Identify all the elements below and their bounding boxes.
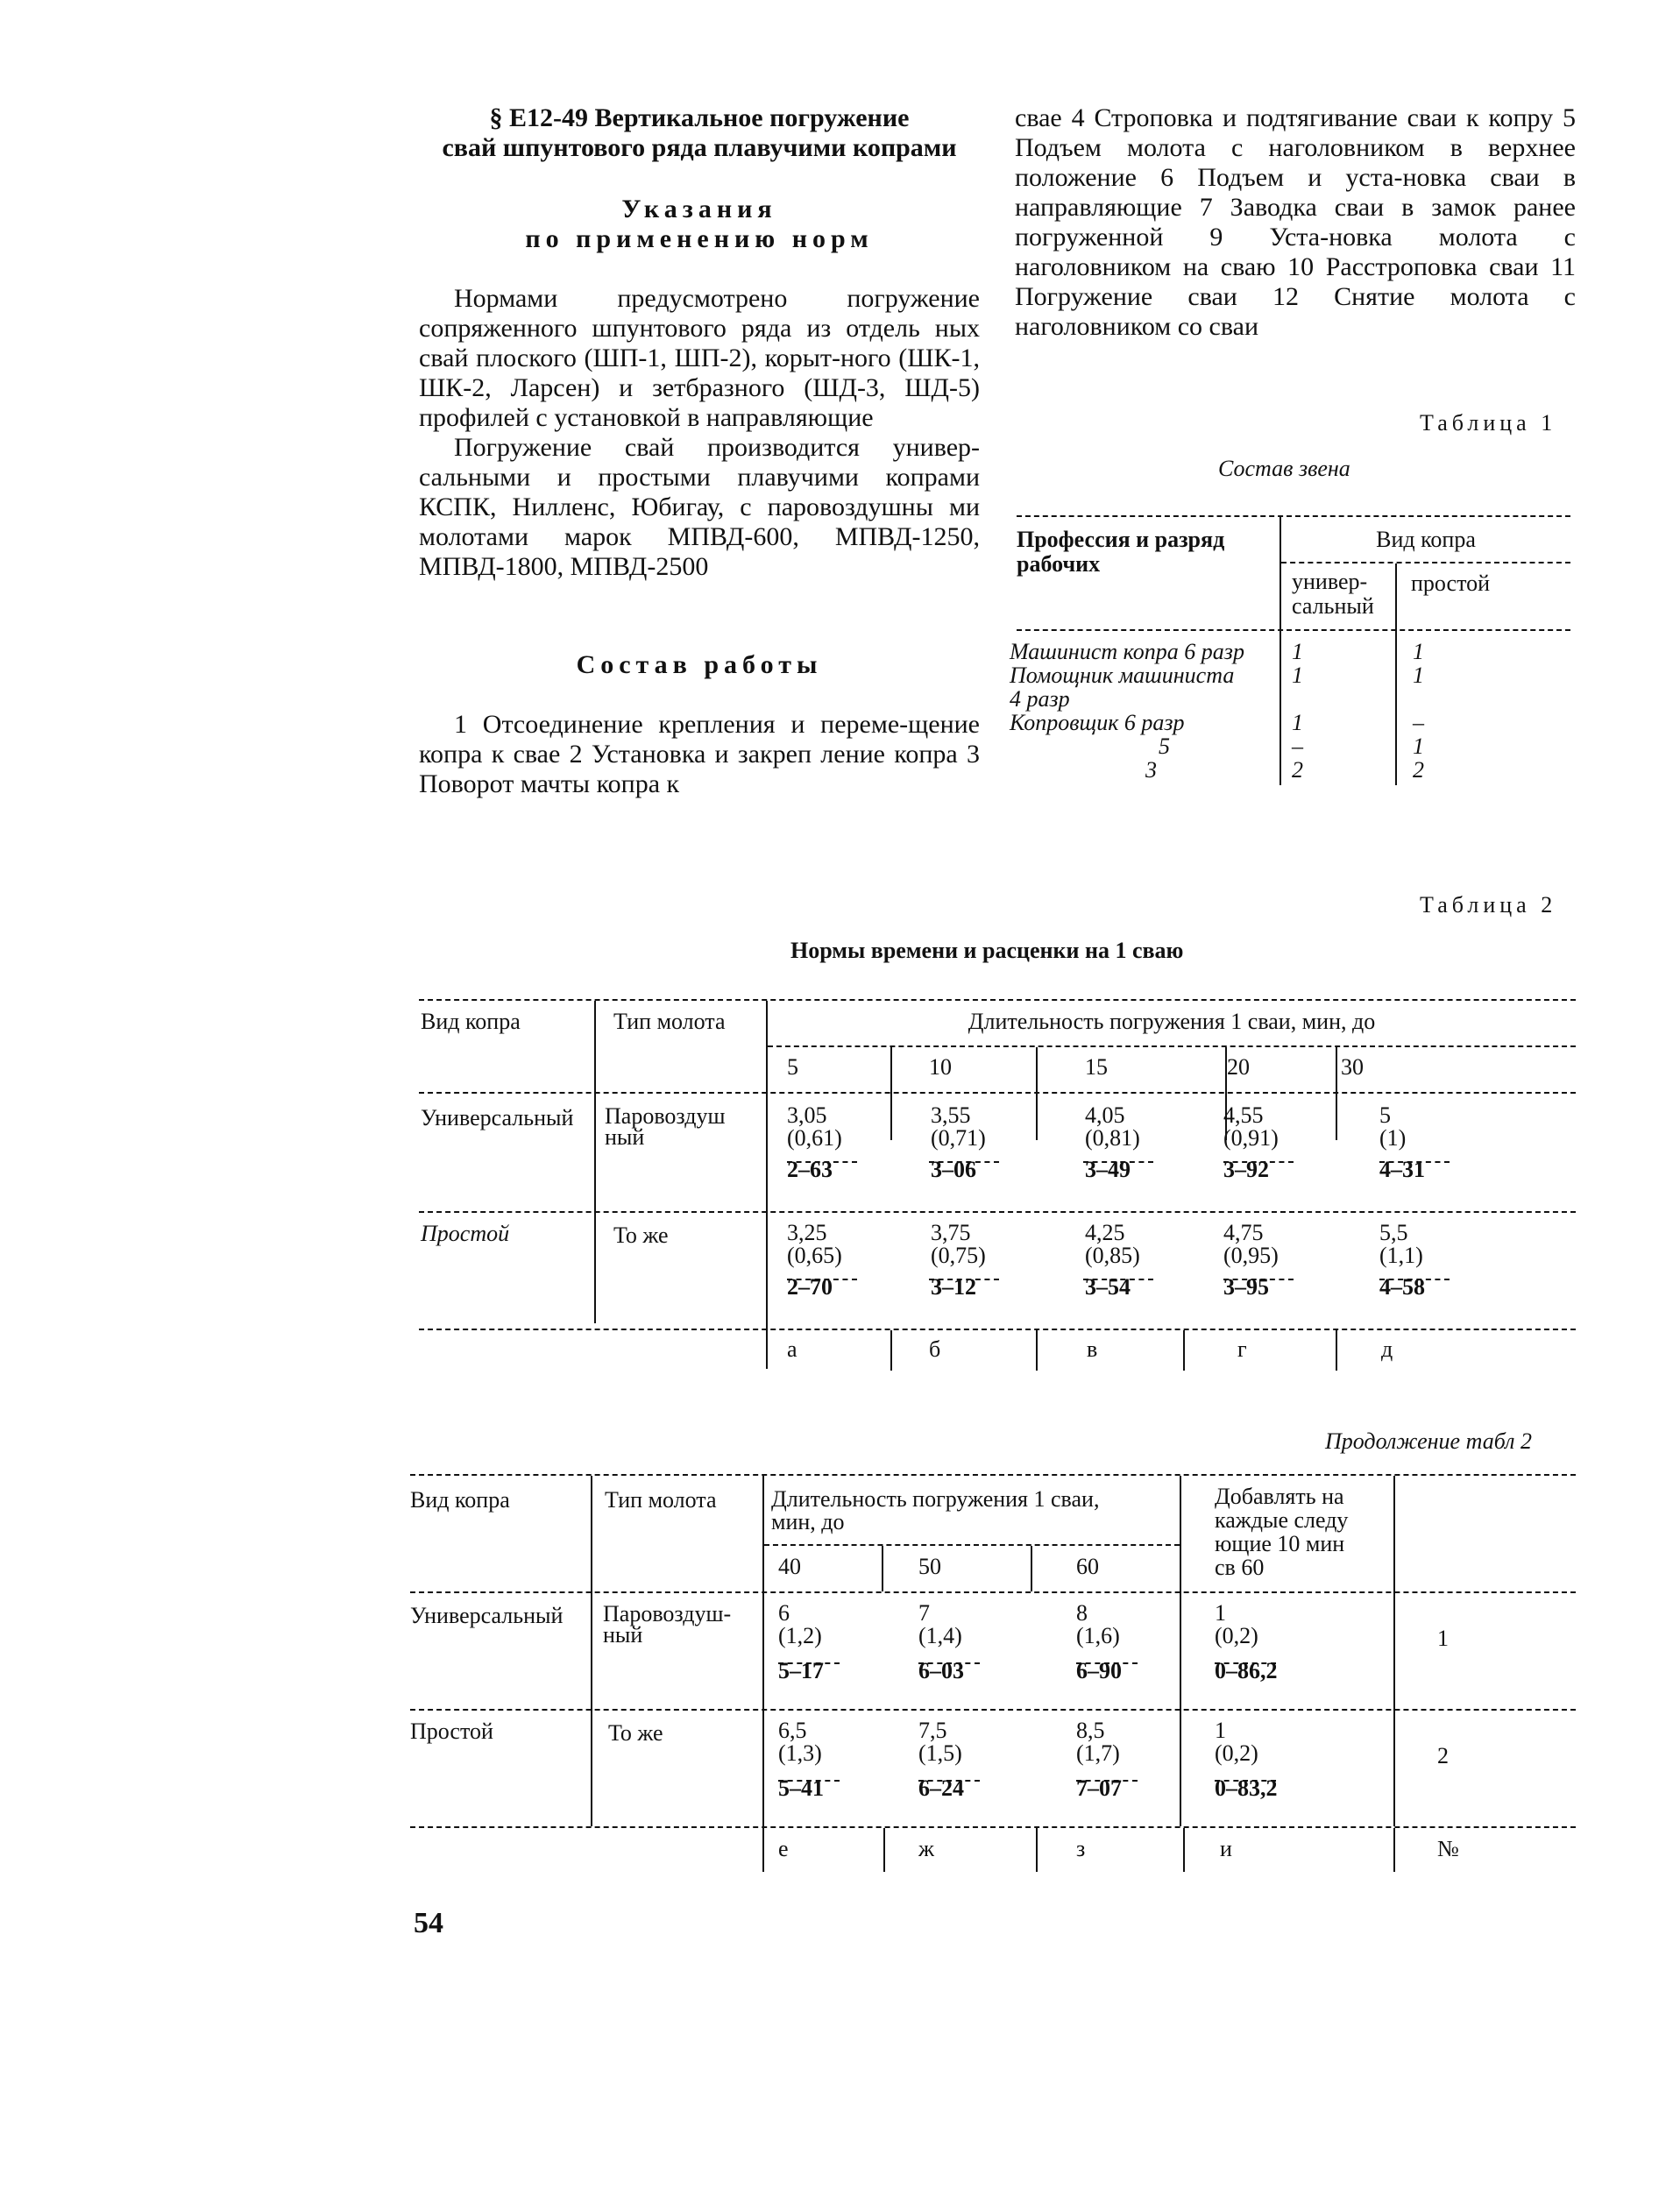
work-text-left-block	[419, 710, 980, 799]
table2-norm: 3,25	[787, 1220, 827, 1245]
table2cont-head-duration	[771, 1488, 1099, 1534]
table2cont-col-header: 60	[1076, 1554, 1099, 1579]
table2-pay: (1,1)	[1379, 1243, 1423, 1268]
table1-label: Таблица 1	[1420, 410, 1557, 436]
table2-pay: (0,91)	[1223, 1125, 1279, 1151]
table2-row1-cell	[1379, 1104, 1425, 1181]
table2cont-label: Продолжение табл 2	[1325, 1428, 1532, 1454]
guidance-heading-line1: Указания	[621, 195, 777, 223]
table2cont-row2-cell	[918, 1719, 964, 1800]
table2cont-row1-cell	[778, 1602, 824, 1683]
table2cont-pay: (1,3)	[778, 1740, 822, 1766]
table2-pay: (0,85)	[1085, 1243, 1140, 1268]
table2-fraction-bar	[1379, 1279, 1450, 1280]
table1-vline-1	[1279, 517, 1281, 785]
table2cont-norm: 8,5	[1076, 1718, 1105, 1743]
table2cont-row1-hammer-l1: Паровоздуш-	[603, 1601, 732, 1626]
table2-row2-hammer: То же	[613, 1222, 669, 1248]
table2-norm: 4,55	[1223, 1102, 1264, 1128]
table2-pay: (0,61)	[787, 1125, 842, 1151]
table2-norm: 3,55	[931, 1102, 971, 1128]
table2cont-head-add-l2: каждые следу	[1215, 1507, 1349, 1533]
table2cont-head-add-l4: св 60	[1215, 1555, 1265, 1580]
guidance-text	[419, 284, 980, 582]
table2-pay: (0,71)	[931, 1125, 986, 1151]
table2cont-head-bottom-rule	[410, 1591, 1576, 1593]
table2-rate: 2–63	[787, 1157, 833, 1182]
table2cont-head-hammer: Тип молота	[605, 1487, 717, 1513]
table1-head-simple: простой	[1411, 570, 1491, 596]
table2cont-pay: (0,2)	[1215, 1623, 1258, 1648]
table1-row-simple: –	[1413, 710, 1424, 735]
table2-row2-cell	[1085, 1222, 1140, 1299]
table2cont-pay: (0,2)	[1215, 1740, 1258, 1766]
table2cont-head-mid-rule	[764, 1544, 1180, 1546]
table2-pay: (0,75)	[931, 1243, 986, 1268]
table2-rate: 3–49	[1085, 1157, 1131, 1182]
table2cont-vline-c1	[882, 1546, 883, 1591]
table2cont-fraction-bar	[778, 1662, 840, 1664]
table1-row-simple: 1	[1413, 733, 1424, 759]
table2-norm: 4,75	[1223, 1220, 1264, 1245]
table1-row-univ: 1	[1292, 639, 1303, 664]
table2-vline-l4	[1336, 1330, 1337, 1371]
table2cont-rate: 6–24	[918, 1775, 964, 1801]
table1-vline-2	[1395, 563, 1397, 785]
table1-row-univ	[1292, 687, 1379, 711]
table1-head-universal: универ-сальный	[1292, 569, 1374, 619]
table1-row-prof: 5	[1159, 733, 1170, 759]
guidance-paragraph-1: Нормами предусмотрено погружение сопряженного шпунтового ряда из отдель ных свай плоского (ШП-1, ШП-2), корыт-ного (ШК-1, ШК-2, Ларсен) и зетбразного (ШД-3, ШД-5) профилей с установкой в направляющие	[419, 284, 980, 432]
table2-pay: (0,65)	[787, 1243, 842, 1268]
table2cont-head-duration-l2: мин, до	[771, 1509, 845, 1534]
table2cont-row1-hammer-l2: ный	[603, 1622, 643, 1648]
table2-head-kind: Вид копра	[421, 1009, 521, 1034]
table2cont-fraction-bar	[1215, 1662, 1276, 1664]
table1-body-simple	[1413, 640, 1500, 782]
table2-row2-cell	[931, 1222, 986, 1299]
table2cont-row1-number: 1	[1437, 1626, 1449, 1651]
table2-norm: 3,05	[787, 1102, 827, 1128]
table2cont-fraction-bar	[1076, 1780, 1138, 1782]
table2cont-row1-kind: Универсальный	[410, 1603, 564, 1628]
guidance-paragraph-2: Погружение свай производится универ-сальными и простыми плавучими копрами КСПК, Ниллeнс, Юбигау, с паровоздушны ми молотами марок МПВД-600, МПВД-1250, МПВД-1800, МПВД-2500	[419, 433, 980, 581]
table2cont-norm: 8	[1076, 1600, 1088, 1626]
table2-head-hammer: Тип молота	[613, 1009, 726, 1034]
table2-rate: 4–58	[1379, 1274, 1425, 1300]
table2-pay: (1)	[1379, 1125, 1407, 1151]
table1-row-univ: –	[1292, 733, 1303, 759]
table1-row-simple: 1	[1413, 639, 1424, 664]
table2cont-vline-kind	[591, 1476, 592, 1826]
table1-row-univ: 2	[1292, 757, 1303, 783]
table2-vline-hammer	[766, 1001, 768, 1369]
table2cont-head-add-l1: Добавлять на	[1215, 1484, 1344, 1509]
table2cont-vline-l2	[1036, 1828, 1038, 1872]
table2cont-col-header: 40	[778, 1554, 801, 1579]
table2cont-row1-cell	[1076, 1602, 1122, 1683]
table2cont-pay: (1,7)	[1076, 1740, 1120, 1766]
table2cont-rate: 6–90	[1076, 1658, 1122, 1683]
table2-row1-kind: Универсальный	[421, 1105, 574, 1130]
table2cont-letter: е	[778, 1836, 789, 1861]
table1-body-universal	[1292, 640, 1379, 782]
table2cont-row1-cell	[918, 1602, 964, 1683]
table1-row-prof: Помощник машиниста	[1010, 663, 1235, 688]
table2-letter: д	[1381, 1336, 1393, 1362]
table2cont-norm: 6,5	[778, 1718, 807, 1743]
table2cont-row2-number: 2	[1437, 1743, 1449, 1768]
table2cont-pay: (1,2)	[778, 1623, 822, 1648]
table1-row-simple	[1413, 687, 1500, 711]
table2cont-vline-l4	[1393, 1828, 1395, 1872]
table2cont-rate: 0–83,2	[1215, 1775, 1278, 1801]
page-number: 54	[414, 1907, 443, 1939]
table2-fraction-bar	[1083, 1161, 1153, 1163]
work-text-right: свае 4 Строповка и подтягивание сваи к копру 5 Подъем молота с наголовником в верхнее положение 6 Подъем и уста-новка сваи в направляющие 7 Заводка сваи в замок ранее погруженной 9 Уста-новка молота с наголовником на сваю 10 Расстроповка сваи 11 Погружение сваи 12 Снятие молота с наголовником со сваи	[1015, 103, 1576, 341]
table2-fraction-bar	[1083, 1279, 1153, 1280]
table2cont-bottom-rule	[410, 1826, 1576, 1828]
table1-head-bottom-rule	[1017, 629, 1570, 631]
table2cont-col-header: 50	[918, 1554, 941, 1579]
table2-norm: 3,75	[931, 1220, 971, 1245]
table2cont-fraction-bar	[1076, 1662, 1138, 1664]
section-header	[419, 103, 980, 163]
table2cont-norm: 7	[918, 1600, 930, 1626]
table1-row-prof: Копровщик 6 разр	[1010, 710, 1185, 735]
table2cont-row2-cell	[1215, 1719, 1278, 1800]
table2-vline-l3	[1183, 1330, 1185, 1371]
table2-rate: 2–70	[787, 1274, 833, 1300]
table1-row-univ: 1	[1292, 710, 1303, 735]
work-heading-block	[419, 650, 980, 680]
table1-row-simple: 2	[1413, 757, 1424, 783]
table2cont-row1-cell	[1215, 1602, 1278, 1683]
table2-row1-cell	[787, 1104, 842, 1181]
table2-rate: 3–54	[1085, 1274, 1131, 1300]
table2cont-pay: (1,4)	[918, 1623, 962, 1648]
table2-fraction-bar	[787, 1279, 857, 1280]
table2cont-vline-add	[1393, 1476, 1395, 1826]
table2-head-bottom-rule	[419, 1092, 1576, 1094]
table2cont-row2-hammer: То же	[608, 1720, 663, 1746]
guidance-heading	[419, 195, 980, 254]
table1-caption: Состав звена	[1218, 456, 1350, 481]
table2-row2-cell	[1379, 1222, 1425, 1299]
table2cont-rate: 5–17	[778, 1658, 824, 1683]
table2cont-head-duration-l1: Длительность погружения 1 сваи,	[771, 1486, 1100, 1512]
table2cont-rate: 6–03	[918, 1658, 964, 1683]
work-heading: Состав работы	[576, 650, 823, 679]
table2-vline-c1	[890, 1047, 892, 1140]
table2-col-header: 10	[929, 1054, 952, 1080]
table2cont-norm: 1	[1215, 1600, 1226, 1626]
table2-letter: в	[1087, 1336, 1098, 1362]
table2-row1-hammer-l2: ный	[605, 1124, 645, 1150]
table2-row2-cell	[1223, 1222, 1279, 1299]
table2-vline-l2	[1036, 1330, 1038, 1371]
table2cont-vline-c2	[1031, 1546, 1032, 1591]
table2-row2-cell	[787, 1222, 842, 1299]
table2cont-rate: 7–07	[1076, 1775, 1122, 1801]
table2cont-row1-hammer	[603, 1601, 732, 1648]
table2-row1-cell	[931, 1104, 986, 1181]
table2-head-duration: Длительность погружения 1 сваи, мин, до	[968, 1009, 1376, 1034]
work-text-right-block	[1015, 103, 1576, 342]
table2-col-header: 20	[1227, 1054, 1250, 1080]
table2cont-letter: з	[1076, 1836, 1086, 1861]
table2cont-rate: 0–86,2	[1215, 1658, 1278, 1683]
table2cont-pay: (1,6)	[1076, 1623, 1120, 1648]
section-title-line1: § Е12-49 Вертикальное погружение	[489, 103, 910, 132]
table2-vline-c4	[1336, 1047, 1337, 1140]
table2-bottom-rule	[419, 1329, 1576, 1330]
table2cont-pay: (1,5)	[918, 1740, 962, 1766]
table2-caption: Нормы времени и расценки на 1 сваю	[790, 938, 1184, 963]
table1-row-simple: 1	[1413, 663, 1424, 688]
table2cont-fraction-bar	[918, 1662, 980, 1664]
table2-pay: (0,95)	[1223, 1243, 1279, 1268]
table2cont-vline-l1	[883, 1828, 885, 1872]
table2-fraction-bar	[1223, 1279, 1294, 1280]
table2-letter: г	[1237, 1336, 1247, 1362]
table2cont-top-rule	[410, 1474, 1576, 1476]
table2-vline-kind	[594, 1001, 596, 1323]
table2cont-head-add-l3: ющие 10 мин	[1215, 1531, 1345, 1556]
section-title-line2: свай шпунтового ряда плавучими копрами	[442, 133, 957, 162]
table2-fraction-bar	[929, 1161, 999, 1163]
table2cont-letter: и	[1220, 1836, 1232, 1861]
table2cont-vline-l3	[1183, 1828, 1185, 1872]
table2cont-vline-dur	[1180, 1476, 1181, 1826]
table2-col-header: 5	[787, 1054, 798, 1080]
table2cont-row-rule	[410, 1709, 1576, 1711]
table2cont-row2-kind: Простой	[410, 1719, 493, 1744]
table2-row2-kind: Простой	[421, 1221, 510, 1246]
table2-fraction-bar	[929, 1279, 999, 1280]
table2cont-fraction-bar	[778, 1780, 840, 1782]
table1-row-prof: 4 разр	[1010, 686, 1070, 712]
table2cont-head-add	[1215, 1485, 1348, 1579]
table1-row-prof: 3	[1145, 757, 1157, 783]
table2-norm: 4,05	[1085, 1102, 1125, 1128]
table2-row1-cell	[1223, 1104, 1279, 1181]
table1-head-kind: Вид копра	[1376, 527, 1476, 552]
table2-head-mid-rule	[768, 1045, 1576, 1047]
table1-body-profession	[1010, 640, 1272, 782]
table2-vline-l1	[890, 1330, 892, 1371]
work-text-left: 1 Отсоединение крепления и переме-щение копра к свае 2 Установка и закреп ление копра 3 Поворот мачты копра к	[419, 710, 980, 798]
table2-vline-c2	[1036, 1047, 1038, 1140]
table2cont-norm: 1	[1215, 1718, 1226, 1743]
table1-row-prof: Машинист копра 6 разр	[1010, 639, 1244, 664]
table2cont-row2-cell	[1076, 1719, 1122, 1800]
table2-fraction-bar	[787, 1161, 857, 1163]
table2-row1-hammer-l1: Паровоздуш	[605, 1103, 726, 1129]
table2-norm: 4,25	[1085, 1220, 1125, 1245]
table2-label: Таблица 2	[1420, 892, 1557, 918]
table1-head-profession: Профессия и разряд рабочих	[1017, 527, 1225, 577]
table2cont-row2-cell	[778, 1719, 824, 1800]
table2cont-norm: 6	[778, 1600, 790, 1626]
table2-col-header: 30	[1341, 1054, 1364, 1080]
table2-top-rule	[419, 999, 1576, 1001]
table2cont-letter: №	[1437, 1836, 1459, 1861]
table2-fraction-bar	[1223, 1161, 1294, 1163]
table2cont-head-kind: Вид копра	[410, 1487, 510, 1513]
table2-col-header: 15	[1085, 1054, 1108, 1080]
table2-rate: 3–92	[1223, 1157, 1269, 1182]
table2cont-fraction-bar	[1215, 1780, 1276, 1782]
table2-row1-cell	[1085, 1104, 1140, 1181]
table2-letter: б	[929, 1336, 941, 1362]
table1-top-rule	[1017, 515, 1570, 517]
table2cont-rate: 5–41	[778, 1775, 824, 1801]
table2-rate: 3–95	[1223, 1274, 1269, 1300]
table1-head-mid-rule	[1281, 562, 1570, 563]
table2-fraction-bar	[1379, 1161, 1450, 1163]
table2cont-letter: ж	[918, 1836, 934, 1861]
table2-row-rule	[419, 1211, 1576, 1213]
table2-rate: 3–06	[931, 1157, 976, 1182]
table2cont-fraction-bar	[918, 1780, 980, 1782]
table2-row1-hammer	[605, 1103, 726, 1150]
table2cont-vline-hammer	[762, 1476, 764, 1872]
table2cont-norm: 7,5	[918, 1718, 947, 1743]
table2-norm: 5	[1379, 1102, 1391, 1128]
table2-rate: 3–12	[931, 1274, 976, 1300]
table2-rate: 4–31	[1379, 1157, 1425, 1182]
table2-norm: 5,5	[1379, 1220, 1408, 1245]
table2-letter: а	[787, 1336, 797, 1362]
table2-pay: (0,81)	[1085, 1125, 1140, 1151]
table1-row-univ: 1	[1292, 663, 1303, 688]
guidance-heading-line2: по применению норм	[525, 224, 874, 253]
